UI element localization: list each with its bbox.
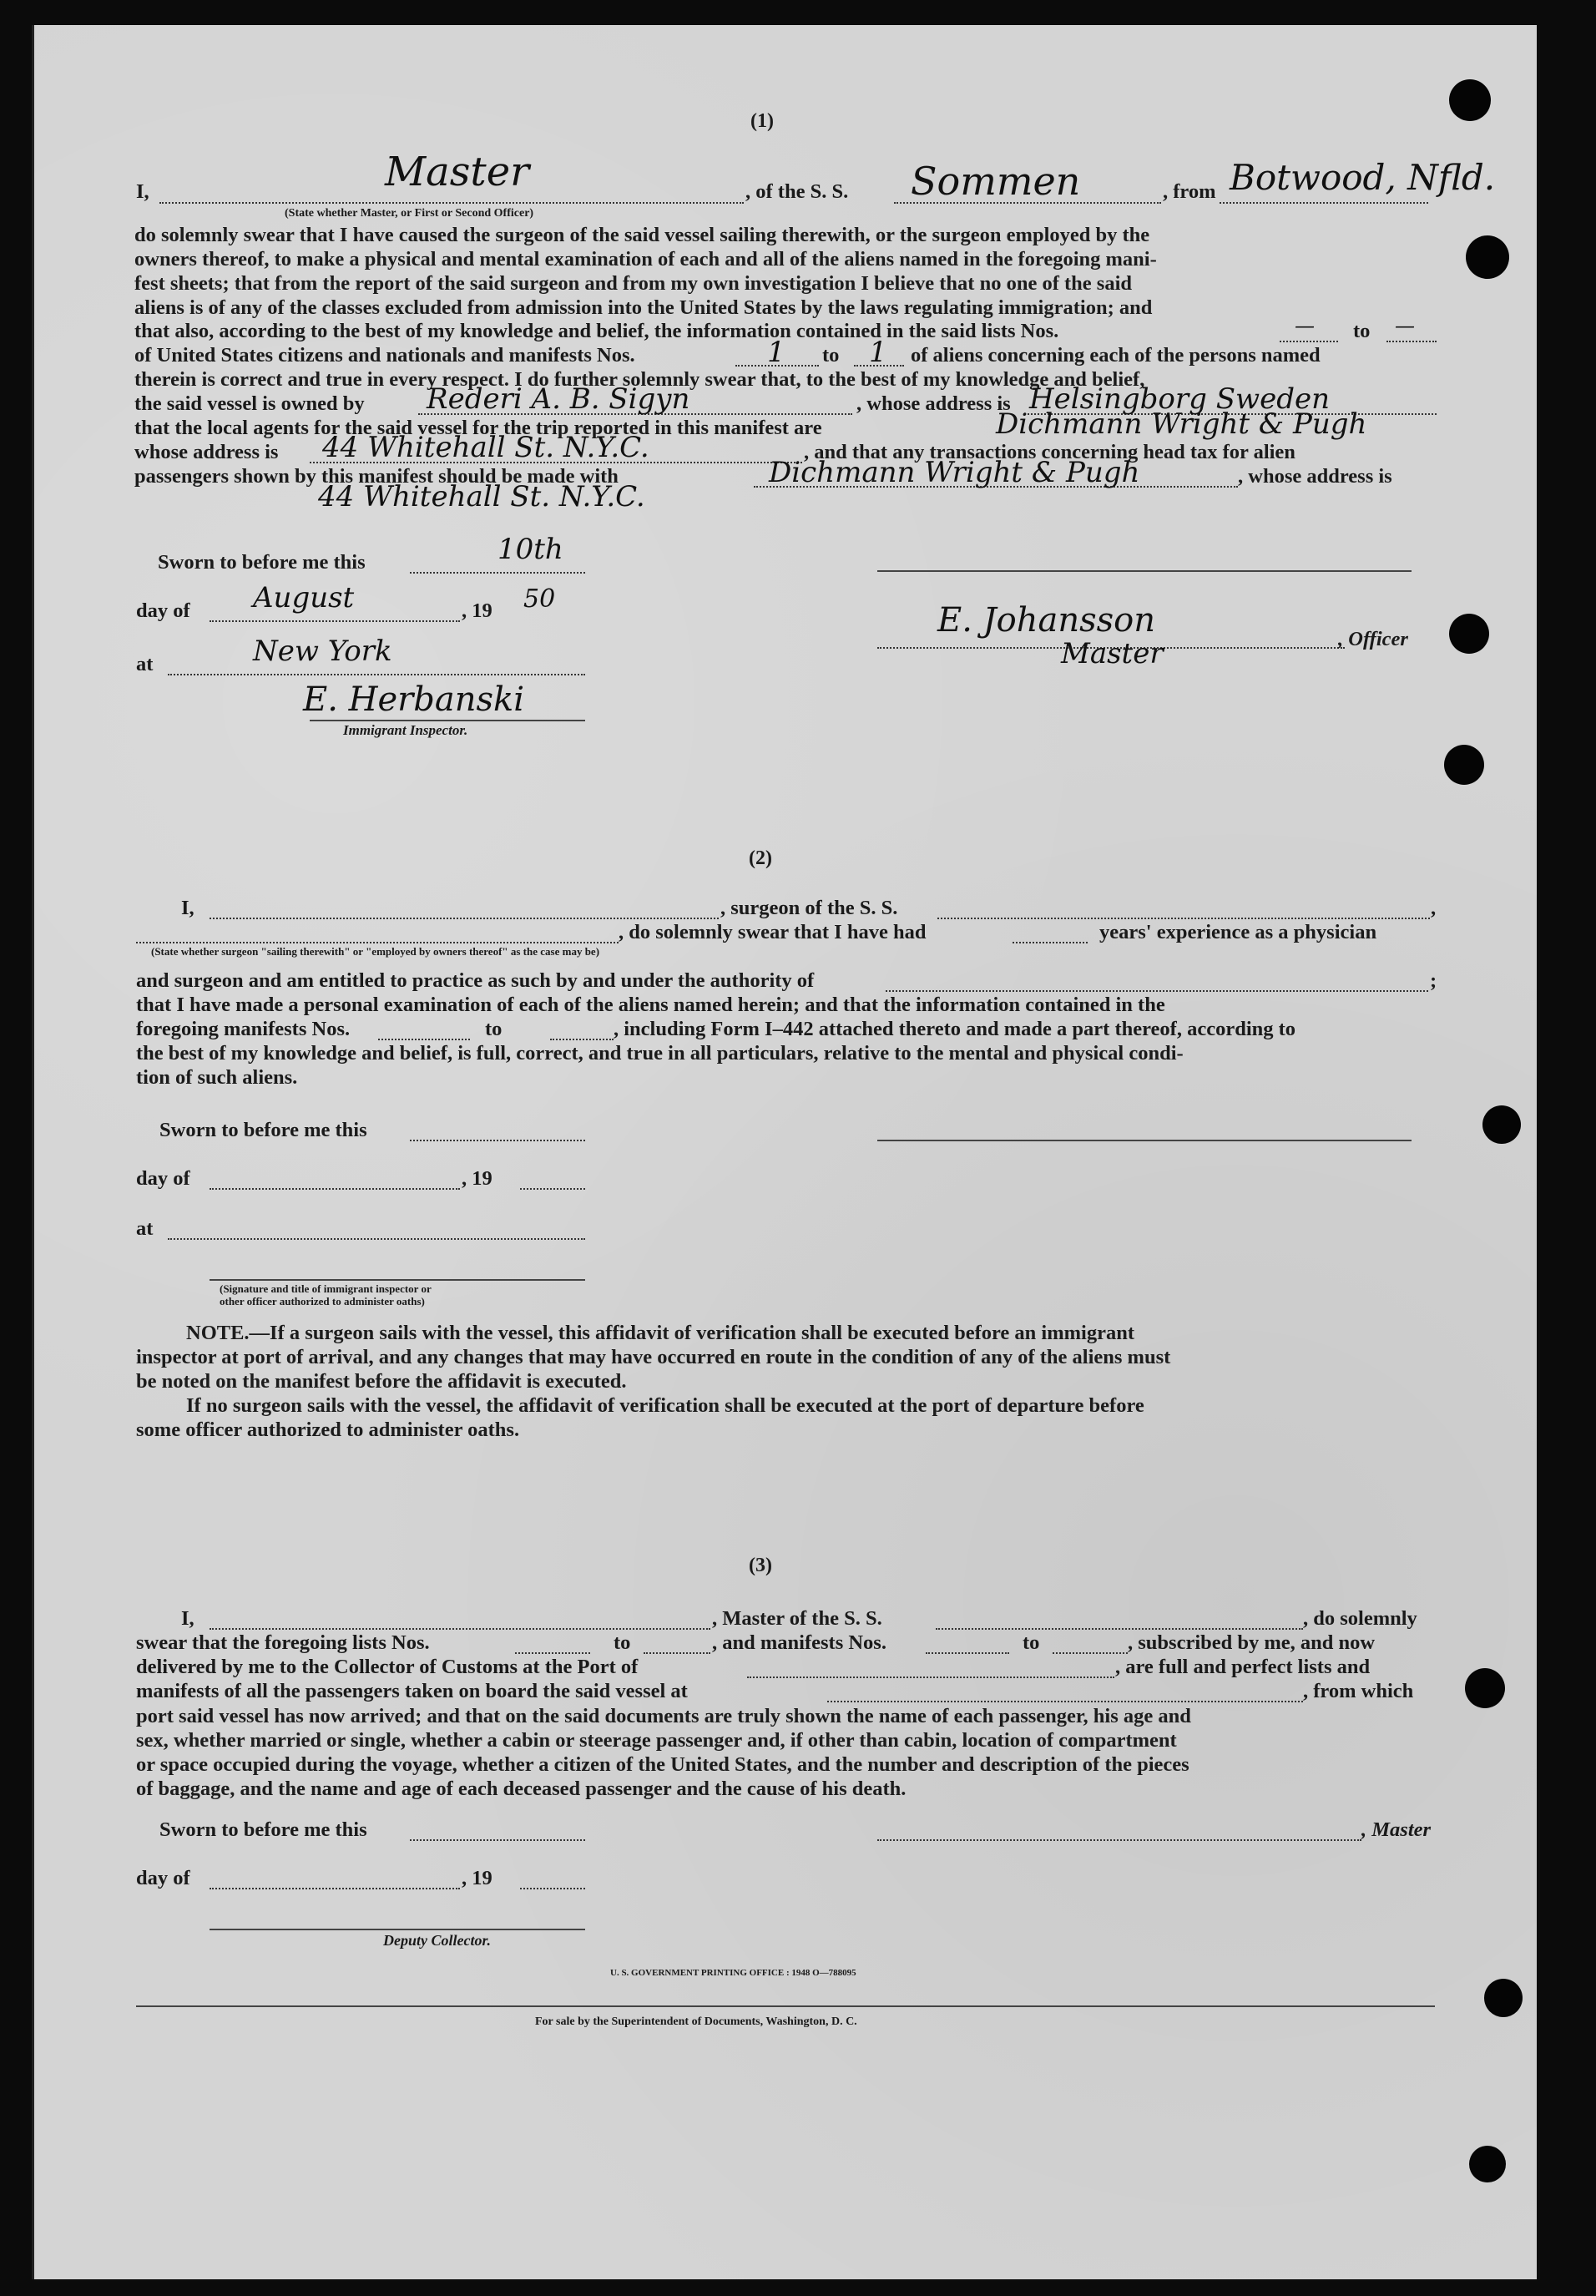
s2-vessel-line xyxy=(937,918,1430,919)
s1-line-9: that the local agents for the said vessel for the trip reported in this manifest are xyxy=(134,417,822,439)
s3-subscribed: , subscribed by me, and now xyxy=(1128,1631,1376,1654)
s3-and-manifests: , and manifests Nos. xyxy=(712,1631,886,1654)
s3-line-3: manifests of all the passengers taken on board the said vessel at xyxy=(136,1680,688,1702)
s2-from-line xyxy=(378,1039,470,1040)
s2-sig-caption-1: (Signature and title of immigrant inspector or xyxy=(220,1282,432,1295)
s2-line-3: foregoing manifests Nos. xyxy=(136,1018,351,1040)
s2-years: years' experience as a physician xyxy=(1099,921,1377,943)
s3-name-line xyxy=(210,1628,710,1630)
s2-sig-caption-2: other officer authorized to administer oaths) xyxy=(220,1295,425,1307)
s3-man-from-line xyxy=(926,1652,1009,1654)
lists-from-line xyxy=(1280,341,1338,342)
s3-sworn: Sworn to before me this xyxy=(159,1818,367,1841)
s2-year-line xyxy=(520,1188,585,1190)
officer-title-handwritten: Master xyxy=(1061,637,1164,670)
lists-to-label: to xyxy=(1353,320,1371,342)
s2-including: , including Form I–442 attached thereto and made a part thereof, according to xyxy=(614,1018,1296,1040)
s1-line-11: passengers shown by this manifest should be made with xyxy=(134,465,619,488)
s2-swear: , do solemnly swear that I have had xyxy=(619,921,927,943)
s1-sworn-day: 10th xyxy=(497,533,563,566)
s2-i: I, xyxy=(181,897,194,919)
s2-authority-line xyxy=(886,990,1428,992)
s2-at: at xyxy=(136,1217,154,1240)
s3-port-line xyxy=(747,1676,1114,1678)
s2-years-line xyxy=(1013,942,1088,943)
s1-line-3: fest sheets; that from the report of the said surgeon and from my own investigation I believe that no one of the said xyxy=(134,272,1132,295)
agents-handwritten: Dichmann Wright & Pugh xyxy=(996,407,1367,441)
section-1-number: (1) xyxy=(750,110,774,132)
s2-sworn-line xyxy=(410,1140,585,1141)
manifest-from: 1 xyxy=(767,336,785,369)
s3-deputy: Deputy Collector. xyxy=(383,1932,491,1949)
s3-line-6: or space occupied during the voyage, whether a citizen of the United States, and the number and description of the pieces xyxy=(136,1753,1189,1776)
s1-line-1: do solemnly swear that I have caused the surgeon of the said vessel sailing therewith, or the surgeon employed by the xyxy=(134,224,1150,246)
s3-do-solemnly: , do solemnly xyxy=(1303,1607,1417,1630)
from-field-line xyxy=(1220,202,1428,204)
s2-month-line xyxy=(210,1188,460,1190)
s3-from-which: , from which xyxy=(1303,1680,1414,1702)
s2-note-4: If no surgeon sails with the vessel, the affidavit of verification shall be executed at the port of departure before xyxy=(186,1394,1144,1417)
s2-capacity-line xyxy=(136,942,619,943)
s2-note-5: some officer authorized to administer oaths. xyxy=(136,1419,520,1441)
s1-line-8: the said vessel is owned by xyxy=(134,392,365,415)
s3-year-line xyxy=(520,1888,585,1889)
sale-note: For sale by the Superintendent of Documents, Washington, D. C. xyxy=(535,2015,857,2028)
s3-embark-line xyxy=(827,1701,1303,1702)
officer-caption: (State whether Master, or First or Second Officer) xyxy=(285,207,534,220)
s2-day-of: day of xyxy=(136,1167,190,1190)
headtax-address-handwritten: 44 Whitehall St. N.Y.C. xyxy=(318,480,645,513)
officer-label: , Officer xyxy=(1338,628,1408,650)
s2-to: to xyxy=(485,1018,503,1040)
lists-to: — xyxy=(1395,314,1415,337)
s2-semicolon: ; xyxy=(1430,969,1437,992)
binder-hole xyxy=(1465,1668,1505,1708)
s2-comma: , xyxy=(1431,897,1437,919)
s1-month-line xyxy=(210,620,460,622)
lists-to-line xyxy=(1386,341,1437,342)
inspector-line xyxy=(310,720,585,721)
s2-caption: (State whether surgeon "sailing therewith" or "employed by owners thereof" as the case may be) xyxy=(151,945,600,958)
s2-place-line xyxy=(168,1238,585,1240)
owner-address-handwritten: Helsingborg Sweden xyxy=(1029,382,1330,416)
binder-hole xyxy=(1466,235,1509,279)
s2-to-line xyxy=(550,1039,614,1040)
s1-place: New York xyxy=(253,635,392,668)
s3-lists-to: to xyxy=(614,1631,631,1654)
binder-hole xyxy=(1449,614,1489,654)
inspector-signature: E. Herbanski xyxy=(303,680,525,719)
s3-month-line xyxy=(210,1888,460,1889)
s3-line-5: sex, whether married or single, whether a cabin or steerage passenger and, if other than cabin, location of compartment xyxy=(136,1729,1177,1752)
s3-vessel-line xyxy=(936,1628,1303,1630)
binder-hole xyxy=(1484,1979,1523,2017)
headtax-address-label: , whose address is xyxy=(1238,465,1392,488)
master-handwritten: Master xyxy=(385,149,530,195)
manifest-to: 1 xyxy=(869,336,887,369)
s3-man-to-line xyxy=(1053,1652,1128,1654)
binder-hole xyxy=(1449,79,1491,121)
binder-hole xyxy=(1444,745,1484,785)
s3-deputy-line xyxy=(210,1929,585,1930)
s1-day-of: day of xyxy=(136,599,190,622)
s3-line-2: delivered by me to the Collector of Customs at the Port of xyxy=(136,1656,639,1678)
from-label: , from xyxy=(1163,180,1216,203)
headtax-handwritten: Dichmann Wright & Pugh xyxy=(769,456,1140,489)
s3-lists-to-line xyxy=(644,1652,710,1654)
s3-lists-from-line xyxy=(515,1652,590,1654)
s3-year-prefix: , 19 xyxy=(462,1867,492,1889)
s1-line-6: of United States citizens and nationals and manifests Nos. xyxy=(134,344,635,367)
s2-line-1: and surgeon and am entitled to practice as such by and under the authority of xyxy=(136,969,815,992)
document-page xyxy=(32,25,1537,2279)
section-1-text xyxy=(134,223,1437,320)
s1-officer-sig-line-top xyxy=(877,570,1412,572)
s1-line-2: owners thereof, to make a physical and mental examination of each and all of the aliens named in the foregoing mani- xyxy=(134,248,1157,271)
s1-sworn: Sworn to before me this xyxy=(158,551,366,574)
s2-sworn: Sworn to before me this xyxy=(159,1119,367,1141)
s1-place-line xyxy=(168,674,585,675)
s3-master-label: , Master xyxy=(1361,1818,1432,1841)
s2-note-3: be noted on the manifest before the affidavit is executed. xyxy=(136,1370,627,1393)
of-ss-label: , of the S. S. xyxy=(745,180,849,203)
s3-line-7: of baggage, and the name and age of each deceased passenger and the cause of his death. xyxy=(136,1778,907,1800)
binder-hole xyxy=(1482,1105,1521,1144)
s2-name-line xyxy=(210,918,719,919)
s1-line-10: whose address is xyxy=(134,441,279,463)
master-field-line xyxy=(159,202,744,204)
binder-hole xyxy=(1469,2146,1506,2182)
s2-surgeon-of: , surgeon of the S. S. xyxy=(720,897,898,919)
s3-sworn-line xyxy=(410,1839,585,1841)
s2-note-1: NOTE.—If a surgeon sails with the vessel, this affidavit of verification shall be executed before an immigrant xyxy=(186,1322,1135,1344)
port-handwritten: Botwood, Nfld. xyxy=(1230,157,1496,198)
s2-line-4: the best of my knowledge and belief, is full, correct, and true in all particulars, relative to the mental and physical condi- xyxy=(136,1042,1184,1065)
s1-month: August xyxy=(253,581,355,614)
s2-inspector-line xyxy=(210,1279,585,1281)
agents-address-handwritten: 44 Whitehall St. N.Y.C. xyxy=(322,431,649,464)
s3-line-1: swear that the foregoing lists Nos. xyxy=(136,1631,430,1654)
section-3-number: (3) xyxy=(749,1555,772,1576)
lists-from: — xyxy=(1295,314,1315,337)
s2-year-prefix: , 19 xyxy=(462,1167,492,1190)
s2-line-5: tion of such aliens. xyxy=(136,1066,298,1089)
s1-line-7: therein is correct and true in every respect. I do further solemnly swear that, to the best of my knowledge and belief, xyxy=(134,368,1145,391)
s1-line-5: that also, according to the best of my knowledge and belief, the information contained in the said lists Nos. xyxy=(134,320,1059,342)
footer-rule xyxy=(136,2005,1435,2007)
inspector-caption: Immigrant Inspector. xyxy=(343,722,468,738)
owner-handwritten: Rederi A. B. Sigyn xyxy=(427,382,690,416)
s1-year: 50 xyxy=(523,584,556,614)
s2-note xyxy=(136,1321,1435,1442)
s2-line-2: that I have made a personal examination of each of the aliens named herein; and that the information contained in the xyxy=(136,994,1165,1016)
s3-i: I, xyxy=(181,1607,194,1630)
s3-man-to: to xyxy=(1023,1631,1040,1654)
vessel-handwritten: Sommen xyxy=(911,159,1081,204)
of-aliens-label: of aliens concerning each of the persons named xyxy=(911,344,1321,367)
s2-sig-line xyxy=(877,1140,1412,1141)
s3-text xyxy=(136,1704,1435,1801)
owner-address-label: , whose address is xyxy=(856,392,1011,415)
officer-signature: E. Johansson xyxy=(937,601,1156,640)
s3-full-perfect: , are full and perfect lists and xyxy=(1115,1656,1371,1678)
s1-line-4: aliens is of any of the classes excluded from admission into the United States by the laws regulating immigration; and xyxy=(134,296,1153,319)
and-that-label: , and that any transactions concerning head tax for alien xyxy=(804,441,1295,463)
s1-at: at xyxy=(136,653,154,675)
section-1-i: I, xyxy=(136,180,149,203)
s3-day-of: day of xyxy=(136,1867,190,1889)
s3-line-4: port said vessel has now arrived; and that on the said documents are truly shown the name of each passenger, his age and xyxy=(136,1705,1191,1727)
s1-sworn-line xyxy=(410,572,585,574)
s1-year-prefix: , 19 xyxy=(462,599,492,622)
manifest-to-label: to xyxy=(822,344,840,367)
section-2-number: (2) xyxy=(749,847,772,869)
s2-note-2: inspector at port of arrival, and any changes that may have occurred en route in the condition of any of the aliens must xyxy=(136,1346,1171,1368)
s3-master-of: , Master of the S. S. xyxy=(712,1607,882,1630)
gpo-imprint: U. S. GOVERNMENT PRINTING OFFICE : 1948 O—788095 xyxy=(610,1968,856,1978)
s3-master-line xyxy=(877,1839,1361,1841)
